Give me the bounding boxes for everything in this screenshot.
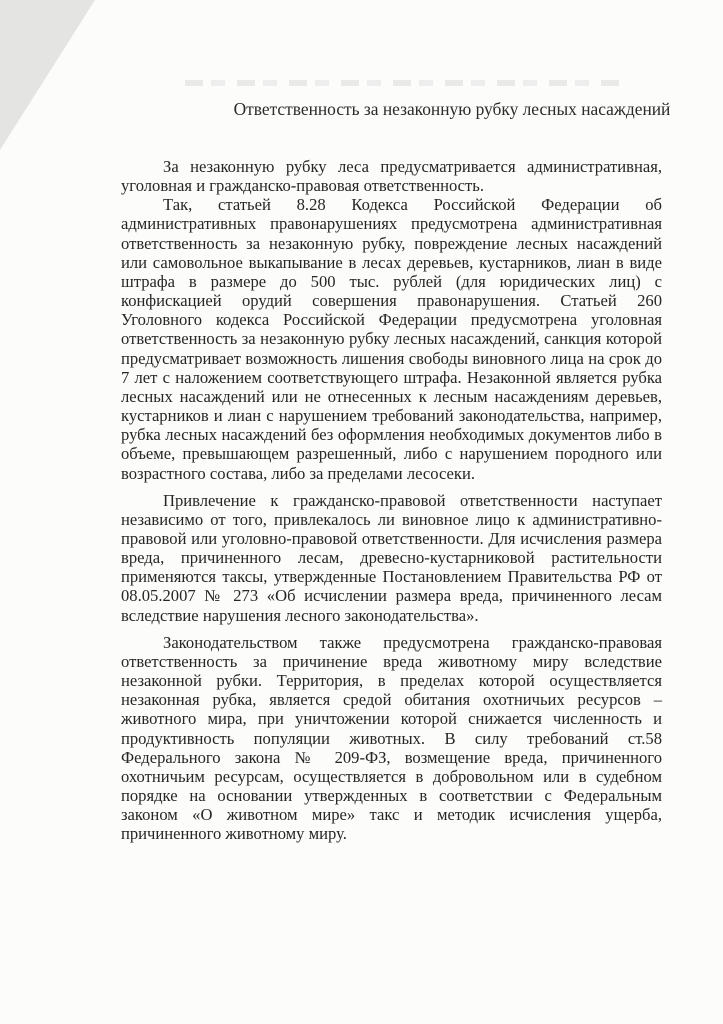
scan-shadow-corner bbox=[0, 0, 95, 150]
paragraph-administrative-criminal: Так, статьей 8.28 Кодекса Российской Федерации об административных правонарушениях предусмотрена административная ответственность за незаконную рубку, повреждение лесных насаждений или самовольное выкапывание в лесах деревьев, кустарников, лиан в виде штрафа в размере до 500 тыс. рублей (для юридических лиц) с конфискацией орудий совершения правонарушения. Статьей 260 Уголовного кодекса Российской Федерации предусмотрена уголовная ответственность за незаконную рубку лесных насаждений, санкция которой предусматривает возможность лишения свободы виновного лица на срок до 7 лет с наложением соответствующего штрафа. Незаконной является рубка лесных насаждений или не отнесенных к лесным насаждениям деревьев, кустарников и лиан с нарушением требований законодательства, например, рубка лесных насаждений без оформления необходимых документов либо в объеме, превышающем разрешенный, либо с нарушением породного или возрастного состава, либо за пределами лесосеки. bbox=[121, 195, 662, 483]
paragraph-intro: За незаконную рубку леса предусматривается административная, уголовная и гражданско-правовая ответственность. bbox=[121, 157, 662, 196]
scan-smudge bbox=[185, 80, 625, 86]
document-title: Ответственность за незаконную рубку лесных насаждений bbox=[233, 99, 671, 119]
paragraph-wildlife-damage: Законодательством также предусмотрена гражданско-правовая ответственность за причинение вреда животному миру вследствие незаконной рубки. Территория, в пределах которой осуществляется незаконная рубка, является средой обитания охотничьих ресурсов – животного мира, при уничтожении которой снижается численность и продуктивность популяции животных. В силу требований ст.58 Федерального закона № 209-ФЗ, возмещение вреда, причиненного охотничьим ресурсам, осуществляется в добровольном или в судебном порядке на основании утвержденных в соответствии с Федеральным законом «О животном мире» такс и методик исчисления ущерба, причиненного животному миру. bbox=[121, 632, 662, 844]
document-body bbox=[121, 157, 662, 843]
paragraph-civil-liability: Привлечение к гражданско-правовой ответственности наступает независимо от того, привлекалось ли виновное лицо к административно-правовой или уголовно-правовой ответственности. Для исчисления размера вреда, причиненного лесам, древесно-кустарниковой растительности применяются таксы, утвержденные Постановлением Правительства РФ от 08.05.2007 № 273 «Об исчислении размера вреда, причиненного лесам вследствие нарушения лесного законодательства». bbox=[121, 490, 662, 625]
